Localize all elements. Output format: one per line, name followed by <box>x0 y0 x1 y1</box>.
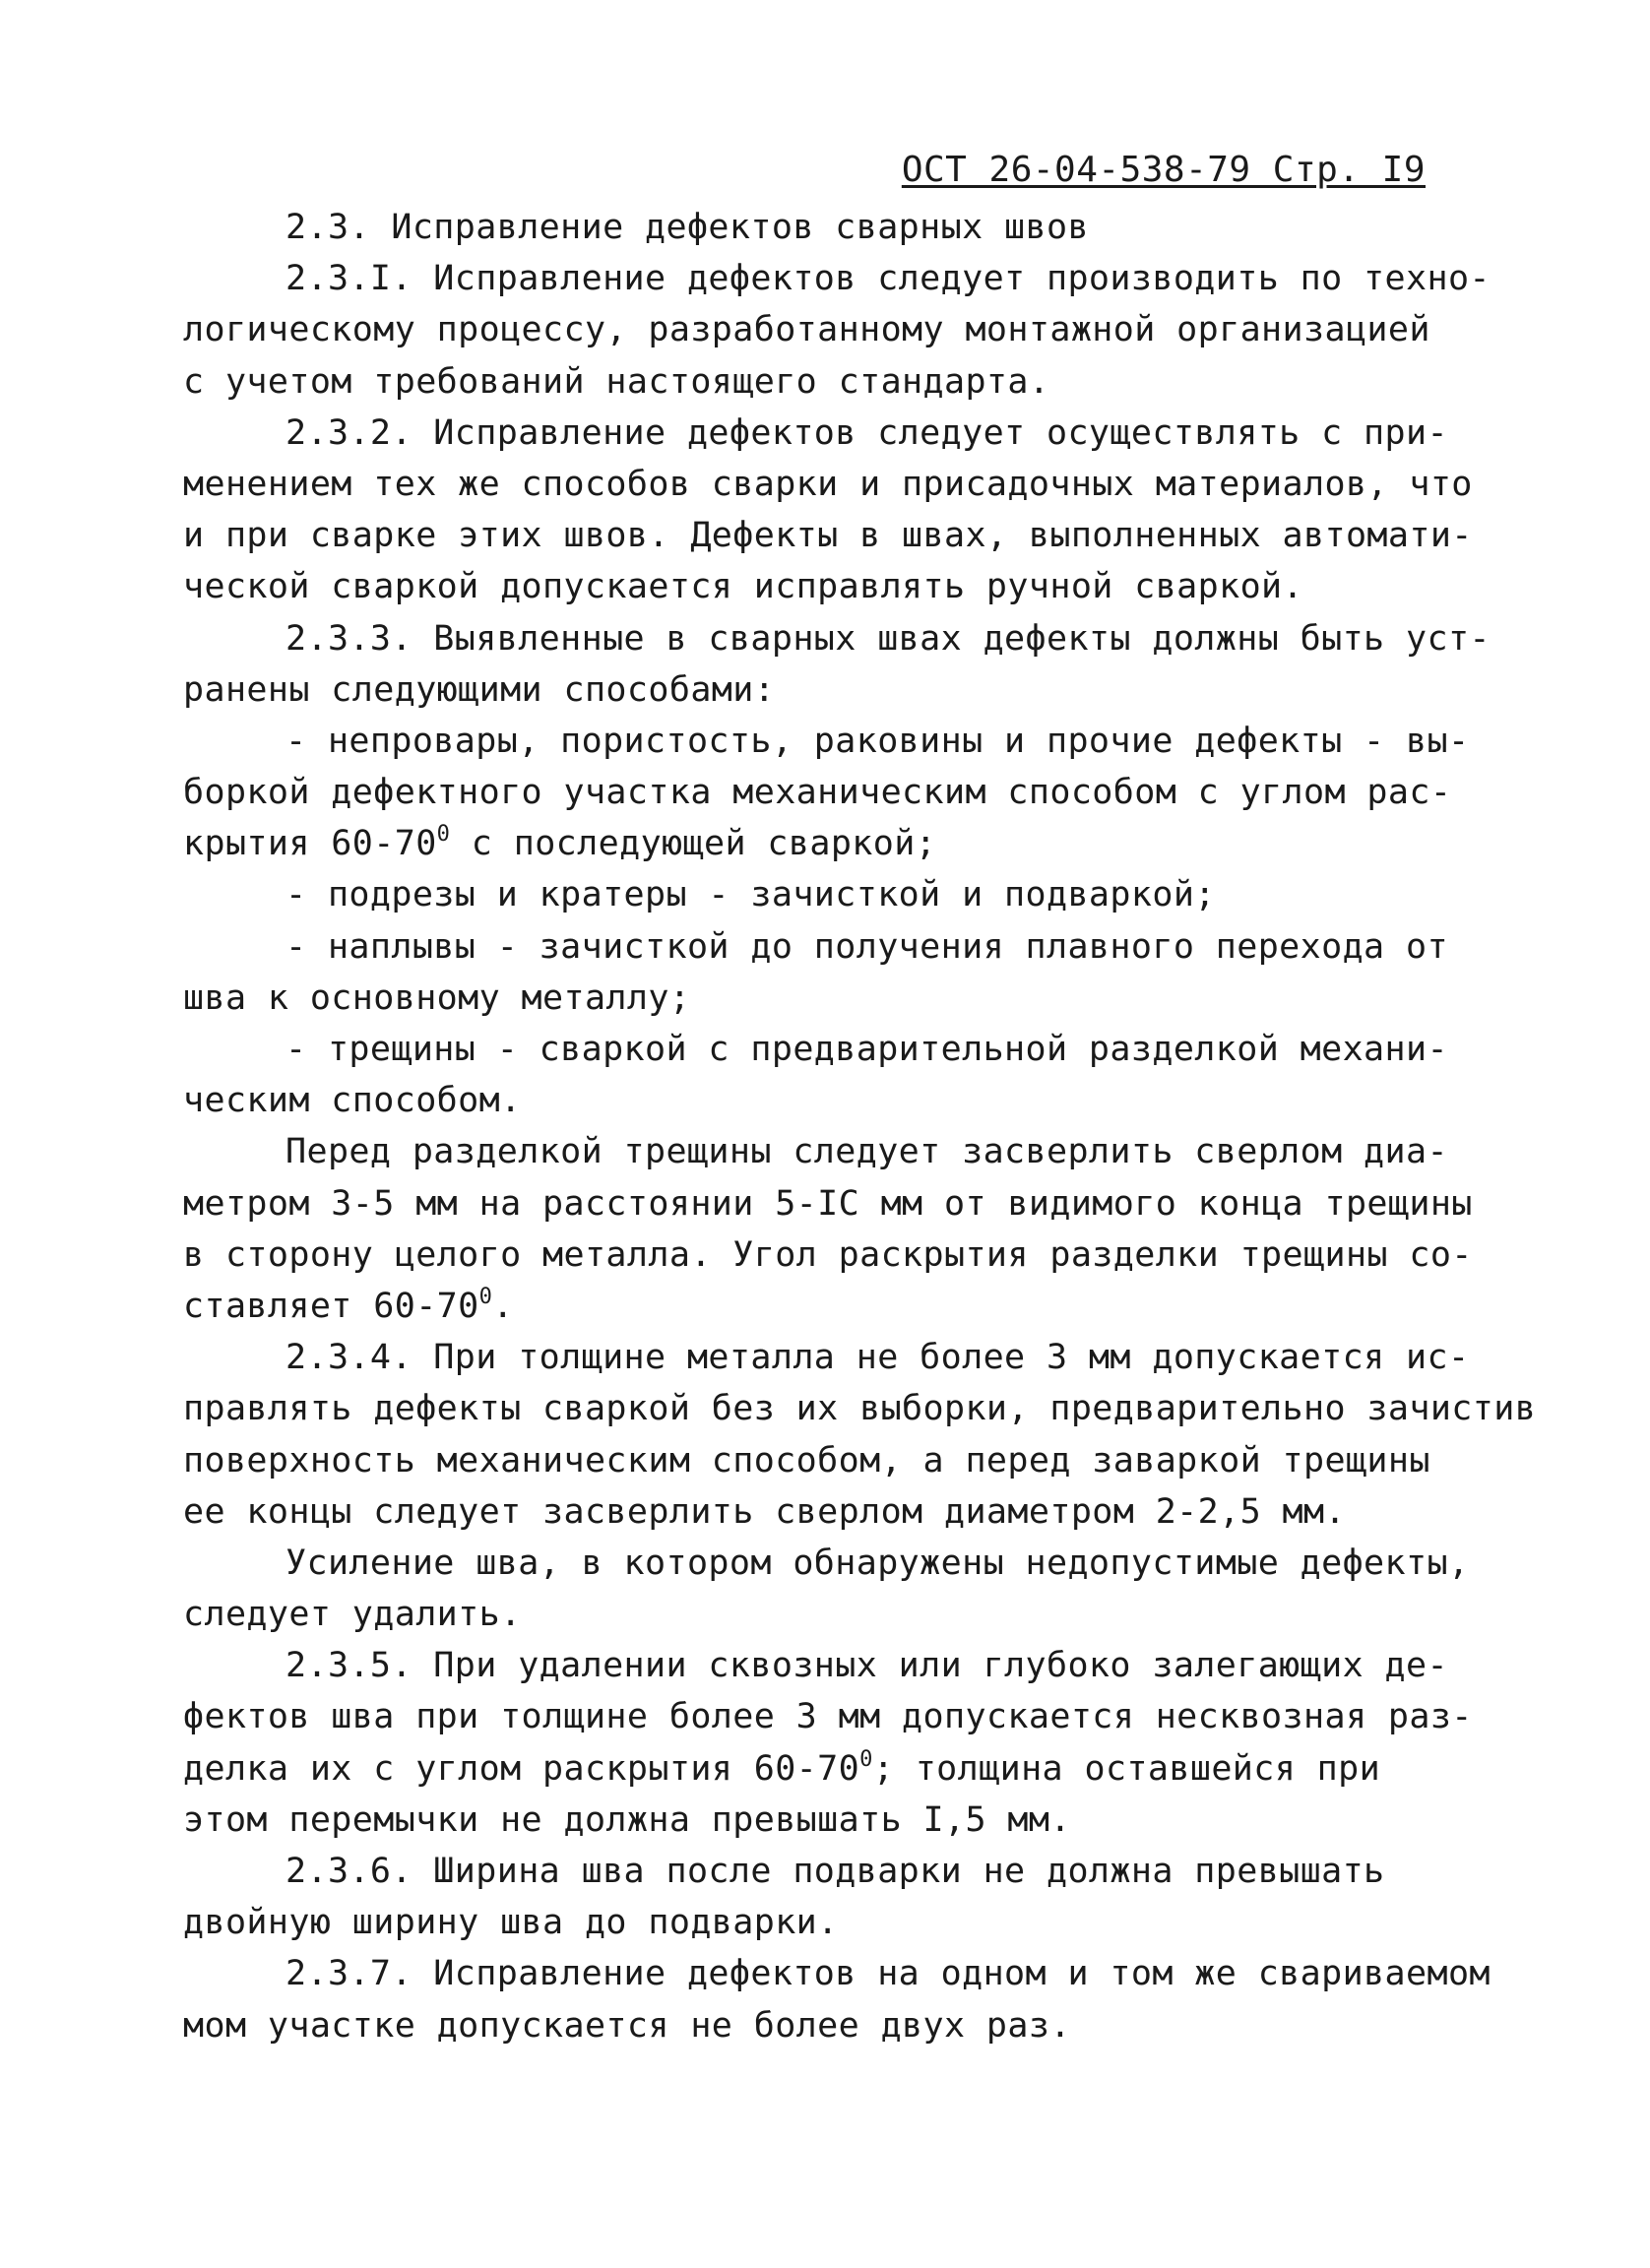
text-line <box>183 1126 1512 1177</box>
text-line <box>183 613 1512 664</box>
text-line-content: - трещины - сваркой с предварительной разделкой механи- <box>286 1030 1448 1069</box>
text-line <box>183 1795 1512 1846</box>
text-line <box>183 1691 1512 1742</box>
text-line-tail: ; толщина оставшейся при <box>872 1748 1381 1789</box>
text-line <box>183 408 1512 459</box>
text-line-content: двойную ширину шва до подварки. <box>183 1903 839 1943</box>
text-line-content: 2.3.3. Выявленные в сварных швах дефекты должны быть уст- <box>286 618 1491 659</box>
text-line <box>183 561 1512 612</box>
text-line-content: метром 3-5 мм на расстоянии 5-IC мм от видимого конца трещины <box>183 1183 1473 1224</box>
text-line-content: с учетом требований настоящего стандарта. <box>183 361 1050 402</box>
text-line-content: 2.3.7. Исправление дефектов на одном и том же свариваемом <box>286 1954 1491 1994</box>
text-line-content: 2.3.6. Ширина шва после подварки не должна превышать <box>286 1852 1385 1891</box>
text-line <box>183 253 1512 304</box>
text-line-content: в сторону целого металла. Угол раскрытия разделки трещины со- <box>183 1234 1473 1275</box>
text-line <box>183 510 1512 561</box>
text-line <box>183 1897 1512 1948</box>
text-line <box>183 1281 1512 1332</box>
document-body <box>183 202 1537 2051</box>
text-line <box>183 818 1512 869</box>
text-line-content: 2.3.2. Исправление дефектов следует осуществлять с при- <box>286 412 1448 453</box>
text-line-content: мом участке допускается не более двух раз. <box>183 2005 1071 2046</box>
text-line <box>183 1538 1512 1589</box>
text-line <box>183 973 1512 1024</box>
text-line-content: ческим способом. <box>183 1081 522 1121</box>
text-line <box>183 869 1512 920</box>
text-line-content: поверхность механическим способом, а перед заваркой трещины <box>183 1440 1430 1480</box>
text-line-content: шва к основному металлу; <box>183 977 691 1018</box>
text-line-content: ранены следующими способами: <box>183 669 776 710</box>
degree-superscript: 0 <box>478 1284 493 1309</box>
text-line <box>183 664 1512 716</box>
text-line-content: 2.3.5. При удалении сквозных или глубоко залегающих де- <box>286 1646 1448 1686</box>
text-line-content: ее концы следует засверлить сверлом диаметром 2-2,5 мм. <box>183 1491 1346 1532</box>
text-line-content: - непровары, пористость, раковины и прочие дефекты - вы- <box>286 721 1470 761</box>
text-line-content: - подрезы и кратеры - зачисткой и подваркой; <box>286 875 1216 915</box>
text-line <box>183 1075 1512 1126</box>
text-line-content: фектов шва при толщине более 3 мм допускается несквозная раз- <box>183 1697 1473 1737</box>
text-line-content: боркой дефектного участка механическим способом с углом рас- <box>183 773 1452 813</box>
text-line <box>183 1640 1512 1691</box>
text-line <box>183 1743 1512 1795</box>
section-title: 2.3. Исправление дефектов сварных швов <box>286 208 1089 247</box>
text-line-content: правлять дефекты сваркой без их выборки, предварительно зачистив <box>183 1389 1537 1429</box>
text-line <box>183 1229 1512 1281</box>
text-line <box>183 304 1512 355</box>
text-line-content: делка их с углом раскрытия 60-70 <box>183 1748 860 1789</box>
text-line-content: ческой сваркой допускается исправлять ручной сваркой. <box>183 567 1304 607</box>
page-header: ОСТ 26-04-538-79 Стр. I9 <box>901 150 1426 190</box>
degree-superscript: 0 <box>436 822 451 848</box>
text-line <box>183 1024 1512 1075</box>
paragraph-lines <box>183 253 1537 2051</box>
text-line-content: Перед разделкой трещины следует засверлить сверлом диа- <box>286 1132 1448 1172</box>
text-line <box>183 1178 1512 1229</box>
text-line <box>183 1846 1512 1897</box>
text-line-content: логическому процессу, разработанному монтажной организацией <box>183 310 1430 350</box>
text-line-tail: . <box>492 1286 514 1326</box>
degree-superscript: 0 <box>859 1746 873 1772</box>
text-line <box>183 1486 1512 1538</box>
text-line <box>183 1589 1512 1640</box>
text-line <box>183 716 1512 767</box>
text-line-content: этом перемычки не должна превышать I,5 мм. <box>183 1799 1071 1840</box>
text-line-content: ставляет 60-70 <box>183 1286 479 1326</box>
text-line <box>183 1332 1512 1383</box>
text-line <box>183 1948 1512 1999</box>
text-line <box>183 767 1512 818</box>
text-line-content: менением тех же способов сварки и присадочных материалов, что <box>183 464 1473 504</box>
text-line-content: следует удалить. <box>183 1595 522 1635</box>
text-line <box>183 1435 1512 1486</box>
text-line-content: - наплывы - зачисткой до получения плавного перехода от <box>286 926 1448 967</box>
text-line <box>183 2000 1512 2051</box>
text-line <box>183 1383 1537 1434</box>
text-line-content: и при сварке этих швов. Дефекты в швах, выполненных автомати- <box>183 516 1473 556</box>
text-line-content: Усиление шва, в котором обнаружены недопустимые дефекты, <box>286 1543 1470 1583</box>
text-line <box>183 459 1512 510</box>
text-line <box>183 921 1512 973</box>
text-line <box>183 356 1512 408</box>
text-line-content: крытия 60-70 <box>183 824 437 864</box>
text-line-content: 2.3.I. Исправление дефектов следует производить по техно- <box>286 259 1491 299</box>
text-line-content: 2.3.4. При толщине металла не более 3 мм допускается ис- <box>286 1338 1470 1378</box>
text-line-tail: с последующей сваркой; <box>450 824 937 864</box>
